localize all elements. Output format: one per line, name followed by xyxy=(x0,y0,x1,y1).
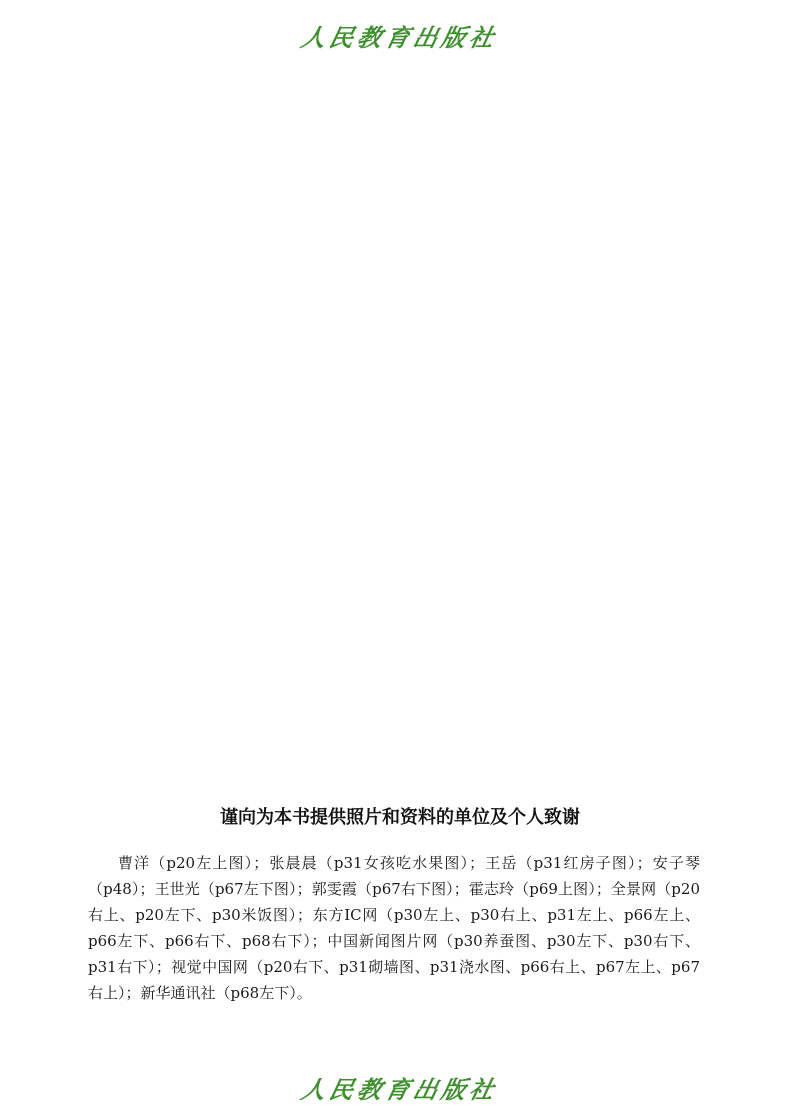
acknowledgement-title: 谨向为本书提供照片和资料的单位及个人致谢 xyxy=(220,807,580,828)
acknowledgement-text: 曹洋（p20左上图）；张晨晨（p31女孩吃水果图）；王岳（p31红房子图）；安子琴（p48）；王世光（p67左下图）；郭雯霞（p67右下图）；霍志玲（p69上图）；全景网（p20右上、p20左下、p30米饭图）；东方IC网（p30左上、p30右上、p31左上、p66左上、p66左下、p66右下、p68右下）；中国新闻图片网（p30养蚕图、p30左下、p30右下、p31右下）；视觉中国网（p20右下、p31砌墙图、p31浇水图、p66右上、p67左上、p67右上）；新华通讯社（p68左下）。 xyxy=(88,854,700,1002)
publisher-logo-header: 人民教育出版社 xyxy=(298,23,501,52)
publisher-logo-footer: 人民教育出版社 xyxy=(298,1075,501,1104)
